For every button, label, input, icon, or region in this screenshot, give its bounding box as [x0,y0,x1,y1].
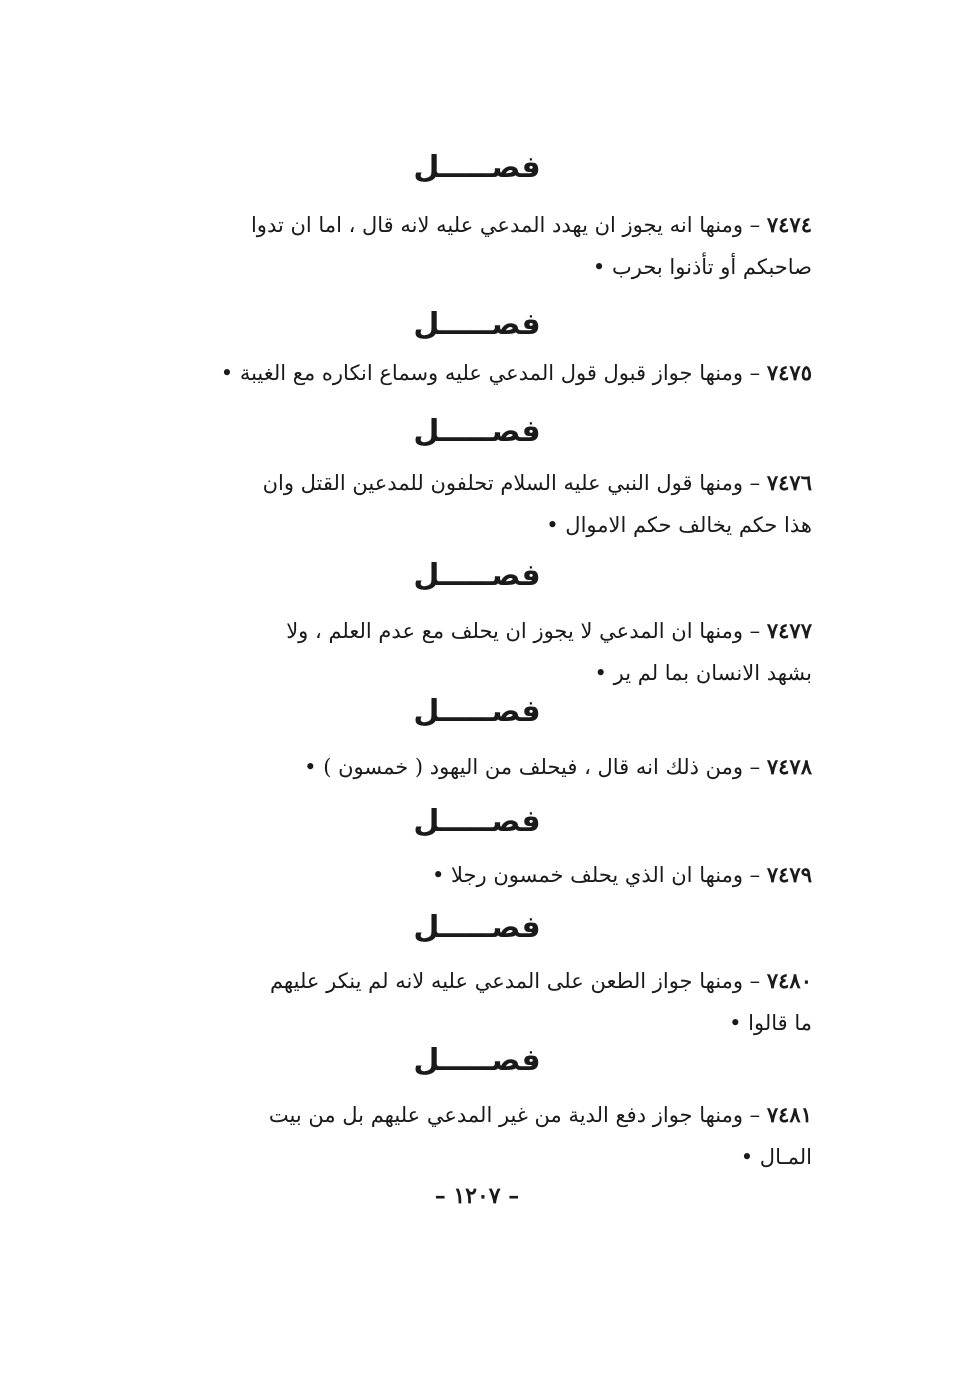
entry-7476 [172,462,812,546]
entry-7477 [172,610,812,694]
entry-text: – ومنها جواز دفع الدية من غير المدعي عليهم بل من بيت [268,1103,761,1127]
section-heading: فصـــــل [413,694,541,729]
entry-line [172,960,812,1002]
entry-number: ٧٤٧٥ [766,360,812,385]
entry-line [172,746,812,788]
section-heading: فصـــــل [413,558,541,593]
entry-7480 [172,960,812,1044]
entry-7474 [172,204,812,288]
entry-number: ٧٤٨١ [766,1102,812,1127]
entry-number: ٧٤٧٦ [766,470,812,495]
entry-line [172,1094,812,1136]
entry-line [172,610,812,652]
entry-line: هذا حكم يخالف حكم الاموال • [546,513,812,537]
section-heading: فصـــــل [413,307,541,342]
entry-text: – ومنها انه يجوز ان يهدد المدعي عليه لانه قال ، اما ان تدوا [250,213,761,237]
entry-text: – ومنها ان المدعي لا يجوز ان يحلف مع عدم العلم ، ولا [286,619,761,643]
entry-number: ٧٤٨٠ [766,968,812,993]
entry-7475 [172,352,812,394]
section-heading: فصـــــل [413,804,541,839]
entry-text: – ومنها جواز قبول قول المدعي عليه وسماع انكاره مع الغيبة • [220,361,761,385]
entry-line: صاحبكم أو تأذنوا بحرب • [592,255,812,279]
entry-number: ٧٤٧٨ [766,754,812,779]
section-heading: فصـــــل [413,414,541,449]
entry-7478 [172,746,812,788]
entry-text: – ومن ذلك انه قال ، فيحلف من اليهود ( خمسون ) • [304,755,761,779]
entry-text: – ومنها ان الذي يحلف خمسون رجلا • [431,863,761,887]
section-heading: فصـــــل [413,910,541,945]
entry-line: ما قالوا • [729,1011,812,1035]
entry-line [172,854,812,896]
entry-number: ٧٤٧٩ [766,862,812,887]
section-heading: فصـــــل [413,150,541,185]
entry-line [172,204,812,246]
entry-line [172,352,812,394]
entry-7481 [172,1094,812,1178]
page-number: – ١٢٠٧ – [434,1183,520,1209]
entry-number: ٧٤٧٧ [766,618,812,643]
entry-line: بشهد الانسان بما لم ير • [594,661,812,685]
entry-text: – ومنها جواز الطعن على المدعي عليه لانه لم ينكر عليهم [269,969,761,993]
entry-7479 [172,854,812,896]
entry-line [172,462,812,504]
entry-line: المـال • [740,1145,812,1169]
entry-number: ٧٤٧٤ [766,212,812,237]
entry-text: – ومنها قول النبي عليه السلام تحلفون للمدعين القتل وان [262,471,761,495]
section-heading: فصـــــل [413,1043,541,1078]
